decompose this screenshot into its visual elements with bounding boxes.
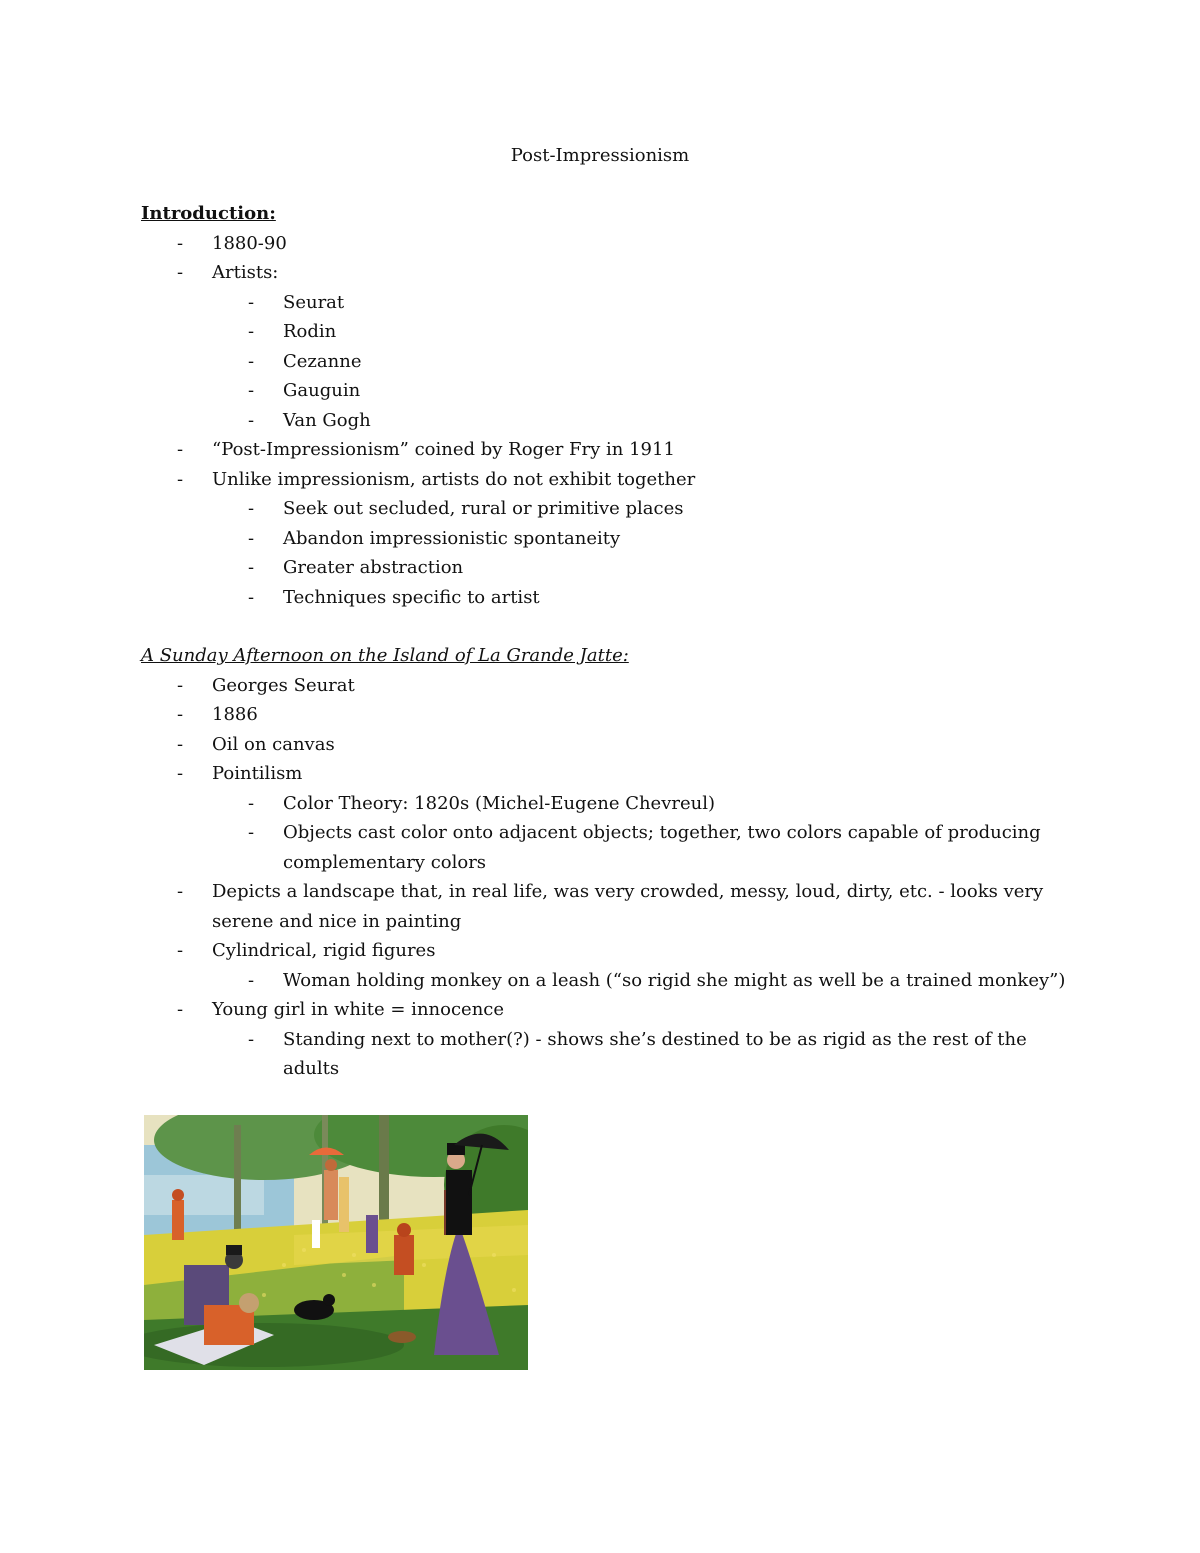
dash-bullet: - — [248, 822, 255, 843]
point-text: Woman holding monkey on a leash (“so rigid she might as well be a trained monkey”) — [283, 969, 1066, 991]
girl-text: Young girl in white = innocence — [212, 999, 505, 1020]
dash-bullet: - — [248, 321, 255, 342]
document-title: Post-Impressionism — [510, 145, 690, 166]
technique-sublist-wrapper — [70, 789, 1071, 878]
technique-points-list — [70, 789, 1071, 878]
figures-text: Cylindrical, rigid figures — [212, 940, 436, 961]
artist-text: Georges Seurat — [212, 674, 355, 696]
point-text: Color Theory: 1820s (Michel-Eugene Chevreul) — [283, 792, 716, 814]
artist-name: Rodin — [283, 321, 337, 342]
dash-bullet: - — [177, 733, 184, 755]
unlike-text: Unlike impressionism, artists do not exhibit together — [212, 468, 696, 490]
list-item — [141, 288, 1071, 318]
introduction-list — [141, 229, 1071, 613]
introduction-heading: Introduction: — [141, 203, 276, 224]
dash-bullet: - — [248, 557, 255, 578]
landscape-text: Depicts a landscape that, in real life, was very crowded, messy, loud, dirty, etc. - looks very serene and nice in painting — [212, 881, 1044, 932]
dash-bullet: - — [177, 262, 184, 283]
list-item — [141, 465, 1071, 495]
unlike-sublist-wrapper — [70, 494, 1071, 612]
list-item — [141, 966, 1071, 996]
dash-bullet: - — [248, 586, 255, 608]
list-item — [141, 671, 1071, 701]
list-item — [141, 759, 1071, 789]
artists-label: Artists: — [212, 262, 279, 283]
list-item — [141, 229, 1071, 259]
artist-name: Seurat — [283, 291, 345, 313]
girl-sublist-wrapper — [70, 1025, 1071, 1084]
list-item — [141, 524, 1071, 554]
introduction-section — [141, 199, 1071, 612]
dash-bullet: - — [177, 763, 184, 784]
grande-jatte-painting-image — [144, 1115, 528, 1370]
dash-bullet: - — [248, 1028, 255, 1050]
coined-text: “Post-Impressionism” coined by Roger Fry in 1911 — [212, 439, 675, 460]
list-item — [141, 936, 1071, 966]
grande-jatte-list — [141, 671, 1071, 1084]
point-text: Seek out secluded, rural or primitive places — [283, 498, 684, 519]
girl-points-list — [70, 1025, 1071, 1084]
unlike-points-list — [70, 494, 1071, 612]
dash-bullet: - — [248, 409, 255, 431]
list-item — [141, 347, 1071, 377]
point-text: Techniques specific to artist — [283, 586, 540, 608]
list-item — [141, 1025, 1071, 1084]
dash-bullet: - — [248, 350, 255, 372]
list-item — [141, 700, 1071, 730]
grande-jatte-heading: A Sunday Afternoon on the Island of La Grande Jatte: — [141, 645, 629, 666]
list-item — [141, 730, 1071, 760]
artists-list — [70, 288, 1071, 436]
list-item — [141, 258, 1071, 288]
list-item — [141, 553, 1071, 583]
medium-text: Oil on canvas — [212, 733, 335, 755]
dash-bullet: - — [177, 439, 184, 460]
dash-bullet: - — [177, 232, 184, 254]
list-item — [141, 376, 1071, 406]
figures-sublist-wrapper — [70, 966, 1071, 996]
dash-bullet: - — [177, 468, 184, 490]
dash-bullet: - — [248, 291, 255, 313]
dash-bullet: - — [177, 881, 184, 902]
point-text: Abandon impressionistic spontaneity — [283, 527, 621, 549]
dash-bullet: - — [177, 674, 184, 696]
artist-name: Gauguin — [283, 380, 361, 401]
dash-bullet: - — [248, 380, 255, 401]
list-item — [141, 995, 1071, 1025]
list-item — [141, 406, 1071, 436]
figures-points-list — [70, 966, 1071, 996]
list-item — [141, 317, 1071, 347]
dash-bullet: - — [177, 940, 184, 961]
dash-bullet: - — [248, 527, 255, 549]
technique-text: Pointilism — [212, 763, 303, 784]
dates-text: 1880-90 — [212, 232, 287, 254]
dash-bullet: - — [248, 969, 255, 991]
year-text: 1886 — [212, 704, 258, 725]
list-item — [141, 818, 1071, 877]
artists-sublist-wrapper — [70, 288, 1071, 436]
point-text: Objects cast color onto adjacent objects; together, two colors capable of producing complementary colors — [283, 822, 1041, 873]
list-item — [141, 789, 1071, 819]
point-text: Greater abstraction — [283, 557, 464, 578]
grande-jatte-section — [141, 641, 1071, 1084]
artist-name: Van Gogh — [283, 409, 371, 431]
list-item — [141, 435, 1071, 465]
painting-illustration — [144, 1115, 528, 1370]
list-item — [141, 494, 1071, 524]
dash-bullet: - — [248, 792, 255, 814]
dash-bullet: - — [177, 999, 184, 1020]
list-item — [141, 877, 1071, 936]
point-text: Standing next to mother(?) - shows she’s destined to be as rigid as the rest of the adults — [283, 1028, 1027, 1079]
artist-name: Cezanne — [283, 350, 362, 372]
dash-bullet: - — [177, 704, 184, 725]
dash-bullet: - — [248, 498, 255, 519]
list-item — [141, 583, 1071, 613]
